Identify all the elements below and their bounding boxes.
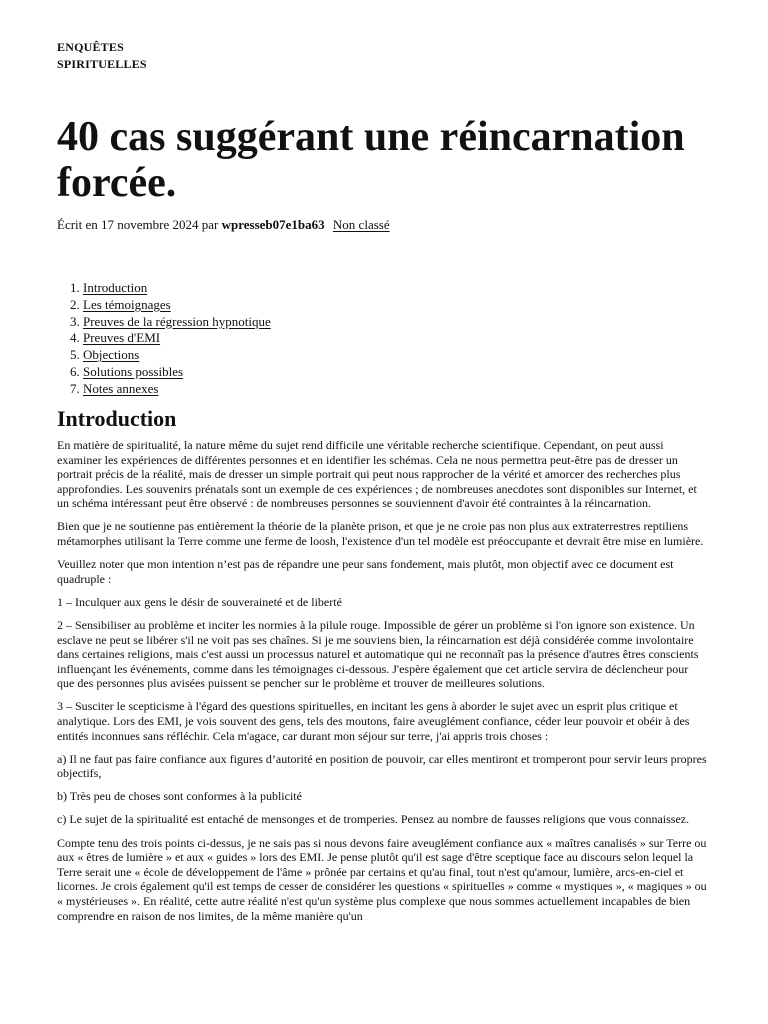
body-paragraph: c) Le sujet de la spiritualité est entaché de mensonges et de tromperies. Pensez au nombre de fausses religions que vous connaissez. [57, 812, 690, 827]
post-category-link[interactable]: Non classé [332, 217, 390, 232]
section-heading: Introduction [57, 406, 177, 431]
toc-link-introduction[interactable]: Introduction [83, 280, 148, 295]
body-paragraph: Compte tenu des trois points ci-dessus, je ne sais pas si nous devons faire aveuglément confiance aux « maîtres canalisés » sur Terre ou aux « êtres de lumière » et aux « guides » lors des EMI. Je pense plutôt qu'il est sage d'être sceptique face au discours selon lequel la Terre serait une « école de développement de l'âme » prônée par certains et qu'au final, tout n'est qu'amour, lumière, arcs-en-ciel et licornes. Je crois également qu'il est temps de cesser de considérer les questions « spirituelles » comme « mystiques », « magiques » ou « mystérieuses ». En réalité, cette autre réalité n'est qu'un système plus complexe que nous sommes actuellement incapables de bien comprendre en raison de nos limites, de la même manière qu'un [57, 835, 707, 923]
body-paragraph: a) Il ne faut pas faire confiance aux figures d’autorité en position de pouvoir, car elles mentiront et tromperont pour servir leurs propres objectifs, [57, 751, 707, 781]
toc-item [83, 297, 271, 314]
toc-item [83, 330, 271, 347]
toc-item [83, 347, 271, 364]
site-title-line-1[interactable]: ENQUÊTES [57, 40, 124, 54]
post-date-text: Écrit en 17 novembre 2024 par [57, 217, 222, 232]
toc-link-emi[interactable]: Preuves d'EMI [83, 330, 161, 346]
body-paragraph: b) Très peu de choses sont conformes à la publicité [57, 789, 302, 804]
article-body [57, 438, 707, 932]
body-paragraph: En matière de spiritualité, la nature même du sujet rend difficile une véritable recherche scientifique. Cependant, on peut aussi examiner les expériences de différentes personnes et en identifier les schémas. Cela ne nous permettra peut-être pas de dresser un portrait précis de la réalité, mais de dresser un simple portrait qui peut nous rapprocher de la vérité et amorcer des recherches plus approfondies. Les souvenirs prénatals sont un exemple de ces expériences ; de nombreuses anecdotes sont disponibles sur Internet, et un schéma intéressant peut être observé : de nombreuses personnes se souviennent d'avoir été contraintes à la réincarnation. [57, 438, 697, 511]
body-paragraph: Bien que je ne soutienne pas entièrement la théorie de la planète prison, et que je ne croie pas non plus aux extraterrestres reptiliens métamorphes utilisant la Terre comme une ferme de loosh, l'existence d'un tel modèle est préoccupante et devrait être mise en lumière. [57, 519, 704, 549]
site-title-line-2[interactable]: SPIRITUELLES [57, 57, 147, 71]
table-of-contents [57, 280, 271, 398]
toc-item [83, 314, 271, 331]
toc-item [83, 280, 271, 297]
toc-item [83, 364, 271, 381]
toc-link-temoignages[interactable]: Les témoignages [83, 296, 171, 312]
toc-link-regression[interactable]: Preuves de la régression hypnotique [83, 313, 271, 329]
toc-link-notes[interactable]: Notes annexes [83, 380, 159, 396]
toc-link-objections[interactable]: Objections [83, 347, 140, 363]
post-meta [57, 217, 390, 233]
site-title[interactable] [57, 39, 147, 73]
body-paragraph: Veuillez noter que mon intention n’est pas de répandre une peur sans fondement, mais plutôt, mon objectif avec ce document est quadruple : [57, 557, 674, 586]
body-paragraph: 2 – Sensibiliser au problème et inciter les normies à la pilule rouge. Impossible de gérer un problème si l'on ignore son existence. Un esclave ne peut se libérer s'il ne voit pas ses chaînes. Si je me souviens bien, la réincarnation est déjà considérée comme involontaire dans certaines religions, mais c'est aussi un processus naturel et automatique qui ne reconnaît pas la présence d'autres êtres conscients influençant les événements, comme dans les témoignages ci-dessous. J'espère également que cet article servira de déclencheur pour que des personnes plus avisées puissent se pencher sur le problème et trouver de meilleures solutions. [57, 617, 699, 691]
toc-link-solutions[interactable]: Solutions possibles [83, 363, 184, 379]
post-author: wpresseb07e1ba63 [221, 217, 325, 232]
body-paragraph: 3 – Susciter le scepticisme à l'égard des questions spirituelles, en incitant les gens à aborder le sujet avec un esprit plus critique et analytique. Lors des EMI, je vois souvent des gens, tels des moutons, faire aveuglément confiance, céder leur pouvoir et obéir à des entités inconnues sans réfléchir. Cela m'agace, car durant mon séjour sur terre, j'ai appris trois choses : [57, 699, 690, 743]
post-title: 40 cas suggérant une réincarnation forcée. [57, 114, 685, 206]
toc-item [83, 381, 271, 398]
body-paragraph: 1 – Inculquer aux gens le désir de souveraineté et de liberté [57, 594, 342, 609]
